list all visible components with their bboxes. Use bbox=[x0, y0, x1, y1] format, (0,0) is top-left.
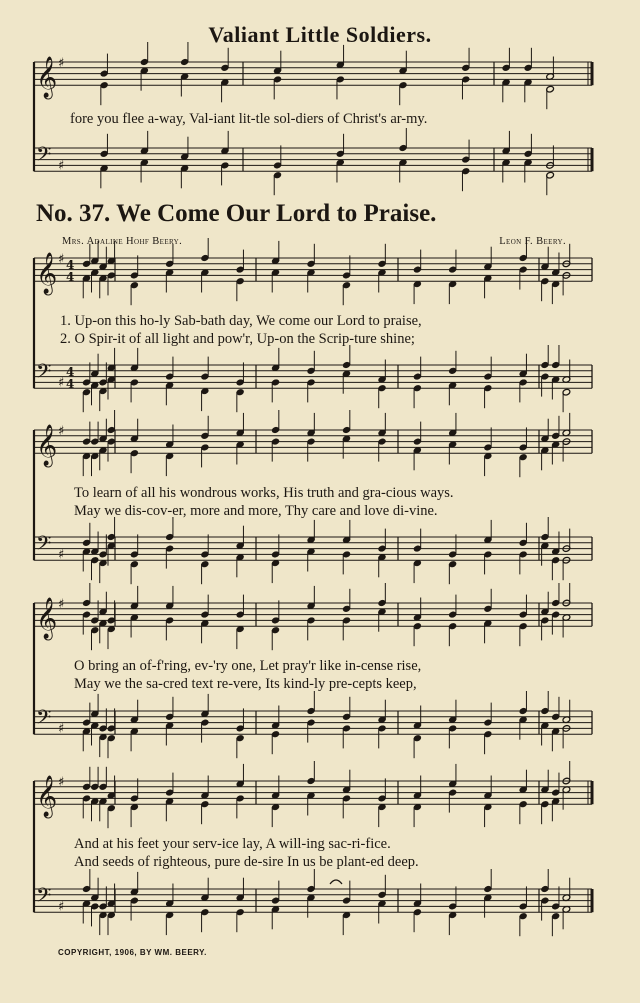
verse-2-line-4: And seeds of righteous, pure de-sire In us be plant-ed deep. bbox=[74, 854, 419, 870]
treble-clef-icon: 𝄞 bbox=[36, 57, 58, 99]
sharp-key-signature-icon: ♯ bbox=[58, 56, 65, 71]
bass-clef-icon: 𝄢 bbox=[36, 883, 52, 912]
verse-1-line-4: And at his feet your serv-ice lay, A will-ing sac-ri-fice. bbox=[74, 836, 391, 852]
fermata-icon bbox=[330, 880, 342, 884]
sharp-key-signature-icon: ♯ bbox=[58, 721, 65, 737]
time-signature-bottom: 4 bbox=[66, 270, 75, 285]
sharp-key-signature-icon: ♯ bbox=[58, 158, 65, 174]
lyricist-credit: Mrs. Adaline Hohf Beery. bbox=[62, 236, 183, 247]
sharp-key-signature-icon: ♯ bbox=[58, 775, 65, 790]
verse-1-line-2: To learn of all his wondrous works, His truth and gra-cious ways. bbox=[74, 485, 454, 501]
sharp-key-signature-icon: ♯ bbox=[58, 597, 65, 612]
bass-clef-icon: 𝄢 bbox=[36, 531, 52, 560]
verse-2-line-2: May we dis-cov-er, more and more, Thy care and love di-vine. bbox=[74, 503, 438, 519]
copyright-notice: COPYRIGHT, 1906, BY WM. BEERY. bbox=[58, 948, 207, 957]
verse-1-line-1: 1. Up-on this ho-ly Sab-bath day, We come our Lord to praise, bbox=[60, 313, 422, 329]
time-signature-top: 4 bbox=[66, 258, 75, 273]
composer-credit: Leon F. Beery. bbox=[499, 236, 566, 247]
time-signature-bottom: 4 bbox=[66, 377, 75, 392]
treble-clef-icon: 𝄞 bbox=[36, 598, 58, 640]
bass-clef-icon: 𝄢 bbox=[36, 705, 52, 734]
previous-hymn-title: Valiant Little Soldiers. bbox=[208, 22, 432, 47]
sharp-key-signature-icon: ♯ bbox=[58, 424, 65, 439]
verse-1-line-3: O bring an of-f'ring, ev-'ry one, Let pray'r like in-cense rise, bbox=[74, 658, 422, 674]
verse-2-line-1: 2. O Spir-it of all light and pow'r, Up-on the Scrip-ture shine; bbox=[60, 331, 415, 347]
sharp-key-signature-icon: ♯ bbox=[58, 375, 65, 391]
sharp-key-signature-icon: ♯ bbox=[58, 547, 65, 563]
bass-clef-icon: 𝄢 bbox=[36, 142, 52, 171]
sharp-key-signature-icon: ♯ bbox=[58, 252, 65, 267]
treble-clef-icon: 𝄞 bbox=[36, 425, 58, 467]
treble-clef-icon: 𝄞 bbox=[36, 776, 58, 818]
previous-hymn-lyric: fore you flee a-way, Val-iant lit-tle sol-diers of Christ's ar-my. bbox=[70, 111, 428, 127]
sharp-key-signature-icon: ♯ bbox=[58, 899, 65, 915]
hymn-title: No. 37. We Come Our Lord to Praise. bbox=[36, 200, 437, 227]
time-signature-top: 4 bbox=[66, 365, 75, 380]
treble-clef-icon: 𝄞 bbox=[36, 253, 58, 295]
verse-2-line-3: May we the sa-cred text re-vere, Its kind-ly pre-cepts keep, bbox=[74, 676, 417, 692]
bass-clef-icon: 𝄢 bbox=[36, 359, 52, 388]
